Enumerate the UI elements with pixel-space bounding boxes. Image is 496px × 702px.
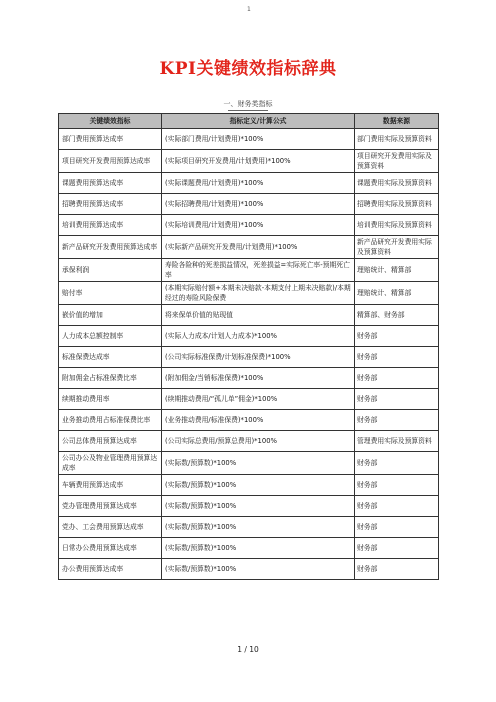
table-row [59,431,439,452]
kpi-name-cell: 承保利润 [59,259,162,282]
page-number: 1 / 10 [237,645,259,654]
table-row [59,326,439,347]
kpi-definition-cell: 寿险各险种的死差损益情况，死差损益=实际死亡率-预期死亡率 [162,259,355,282]
table-row [59,150,439,173]
kpi-name-cell: 项目研究开发费用预算达成率 [59,150,162,173]
table-row [59,194,439,215]
table-row [59,452,439,475]
header-kpi: 关键绩效指标 [59,114,162,129]
kpi-name-cell: 业务推动费用占标准保费比率 [59,410,162,431]
kpi-definition-cell: (实际数/预算数)*100% [162,559,355,580]
kpi-source-cell: 财务部 [355,559,439,580]
header-source: 数据来源 [355,114,439,129]
table-body [59,129,439,580]
kpi-definition-cell: (实际招聘费用/计划费用)*100% [162,194,355,215]
table-row [59,496,439,517]
table-row [59,559,439,580]
page-top-mark: 1 [247,6,251,13]
kpi-name-cell: 招聘费用预算达成率 [59,194,162,215]
kpi-source-cell: 新产品研究开发费用实际及预算资料 [355,236,439,259]
kpi-definition-cell: (实际数/预算数)*100% [162,475,355,496]
kpi-name-cell: 党办、工会费用预算达成率 [59,517,162,538]
header-definition: 指标定义/计算公式 [162,114,355,129]
kpi-source-cell: 财务部 [355,326,439,347]
kpi-definition-cell: (实际数/预算数)*100% [162,538,355,559]
kpi-name-cell: 人力成本总额控制率 [59,326,162,347]
kpi-source-cell: 财务部 [355,475,439,496]
kpi-definition-cell: (公司实际总费用/预算总费用)*100% [162,431,355,452]
table-row [59,368,439,389]
kpi-source-cell: 管理费用实际及预算资料 [355,431,439,452]
table-row [59,259,439,282]
kpi-source-cell: 理赔统计、精算部 [355,282,439,305]
kpi-name-cell: 培训费用预算达成率 [59,215,162,236]
table-row [59,215,439,236]
kpi-name-cell: 课题费用预算达成率 [59,173,162,194]
kpi-definition-cell: 将来保单价值的贴现值 [162,305,355,326]
kpi-source-cell: 财务部 [355,496,439,517]
kpi-name-cell: 嵌价值的增加 [59,305,162,326]
kpi-source-cell: 财务部 [355,410,439,431]
section-heading: 一、财务类指标 [0,99,496,111]
kpi-name-cell: 赔付率 [59,282,162,305]
kpi-definition-cell: (实际培训费用/计划费用)*100% [162,215,355,236]
kpi-name-cell: 日常办公费用预算达成率 [59,538,162,559]
kpi-definition-cell: (本期实际赔付额+本期未决赔款-本期支付上期未决赔款)/本期经过的寿险风险保费 [162,282,355,305]
kpi-source-cell: 财务部 [355,368,439,389]
kpi-name-cell: 车辆费用预算达成率 [59,475,162,496]
table-row [59,236,439,259]
kpi-source-cell: 招聘费用实际及预算资料 [355,194,439,215]
table-row [59,305,439,326]
kpi-name-cell: 续期推动费用率 [59,389,162,410]
kpi-source-cell: 财务部 [355,389,439,410]
kpi-source-cell: 培训费用实际及预算资料 [355,215,439,236]
kpi-definition-cell: (实际人力成本/计划人力成本)*100% [162,326,355,347]
kpi-source-cell: 财务部 [355,517,439,538]
kpi-name-cell: 公司总体费用预算达成率 [59,431,162,452]
kpi-definition-cell: (实际数/预算数)*100% [162,452,355,475]
kpi-source-cell: 财务部 [355,538,439,559]
table-row [59,475,439,496]
kpi-source-cell: 项目研究开发费用实际及预算资料 [355,150,439,173]
kpi-definition-cell: (实际部门费用/计划费用)*100% [162,129,355,150]
kpi-definition-cell: (实际项目研究开发费用/计划费用)*100% [162,150,355,173]
kpi-source-cell: 部门费用实际及预算资料 [355,129,439,150]
kpi-name-cell: 党办管理费用预算达成率 [59,496,162,517]
kpi-name-cell: 办公费用预算达成率 [59,559,162,580]
kpi-source-cell: 财务部 [355,347,439,368]
table-row [59,282,439,305]
kpi-name-cell: 附加佣金占标准保费比率 [59,368,162,389]
kpi-definition-cell: (实际新产品研究开发费用/计划费用)*100% [162,236,355,259]
table-header-row [59,114,439,129]
page-title: KPI关键绩效指标辞典 [159,59,337,79]
kpi-definition-cell: (实际数/预算数)*100% [162,496,355,517]
table-row [59,517,439,538]
table-row [59,410,439,431]
kpi-table [58,113,439,580]
kpi-source-cell: 精算部、财务部 [355,305,439,326]
kpi-definition-cell: (公司实际标准保费/计划标准保费)*100% [162,347,355,368]
kpi-source-cell: 课题费用实际及预算资料 [355,173,439,194]
kpi-definition-cell: (续期推动费用/“孤儿单”佣金)*100% [162,389,355,410]
kpi-name-cell: 部门费用预算达成率 [59,129,162,150]
kpi-name-cell: 新产品研究开发费用预算达成率 [59,236,162,259]
kpi-source-cell: 理赔统计、精算部 [355,259,439,282]
kpi-name-cell: 标准保费达成率 [59,347,162,368]
kpi-definition-cell: (实际课题费用/计划费用)*100% [162,173,355,194]
kpi-definition-cell: (附加佣金/当销标准保费)*100% [162,368,355,389]
table-row [59,347,439,368]
table-row [59,129,439,150]
table-row [59,173,439,194]
kpi-definition-cell: (业务推动费用/标准保费)*100% [162,410,355,431]
kpi-definition-cell: (实际数/预算数)*100% [162,517,355,538]
kpi-name-cell: 公司办公及物业管理费用预算达成率 [59,452,162,475]
table-row [59,538,439,559]
kpi-source-cell: 财务部 [355,452,439,475]
table-row [59,389,439,410]
